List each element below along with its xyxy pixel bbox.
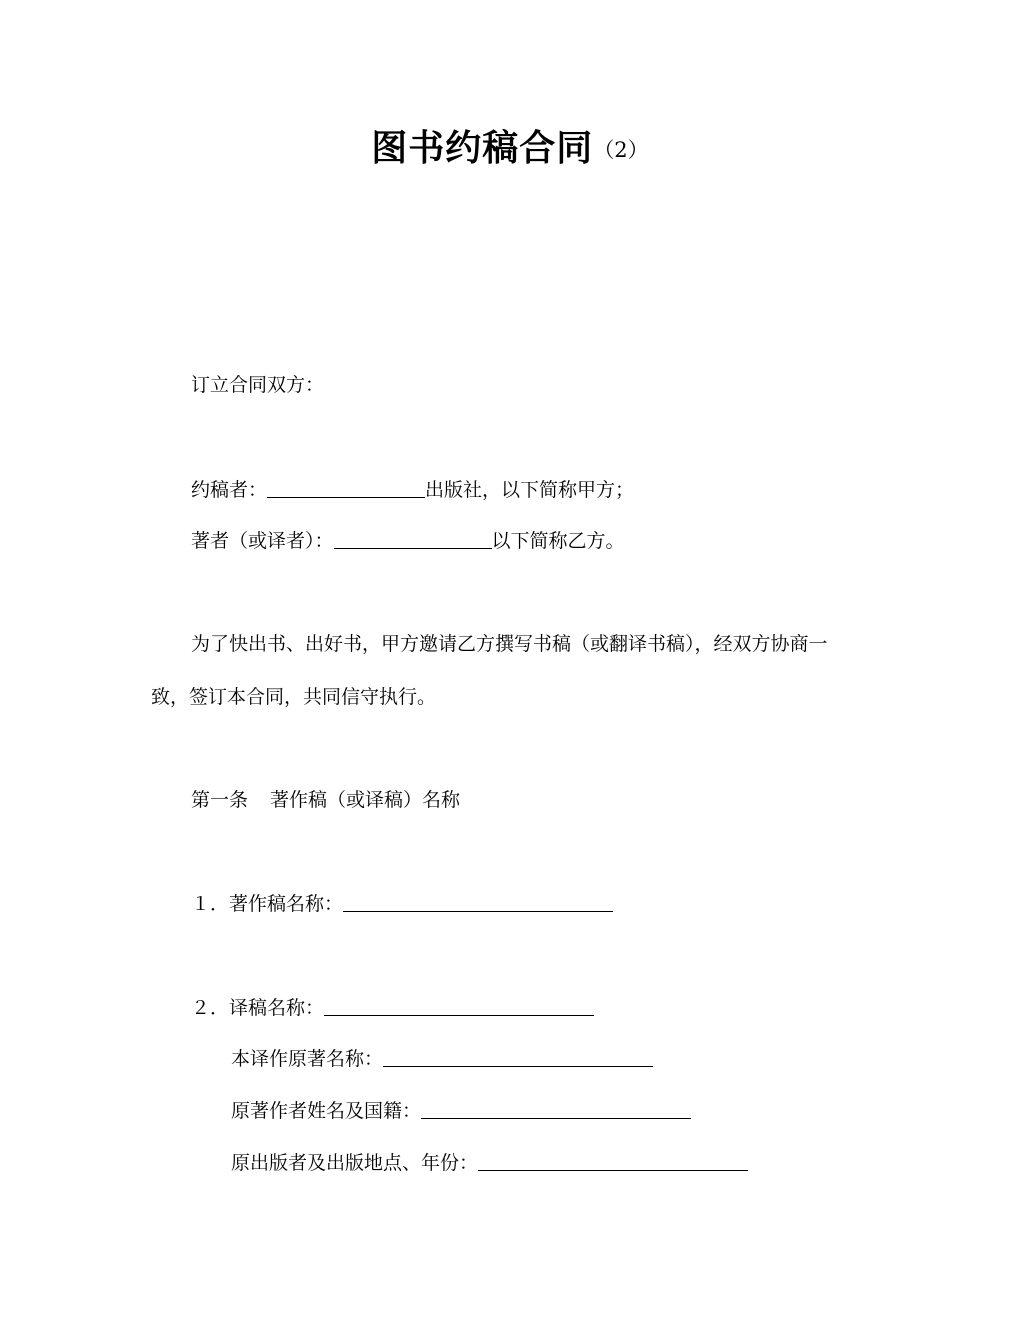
author-line [191,529,625,553]
author-blank[interactable] [334,530,492,549]
original-publisher-blank[interactable] [478,1152,748,1171]
original-author-label: 原著作者姓名及国籍： [231,1100,422,1122]
item2-line [191,996,594,1020]
item1-label: １．著作稿名称： [191,893,344,915]
original-author-line [231,1099,691,1123]
item1-blank[interactable] [343,893,613,912]
commissioner-blank[interactable] [267,479,425,498]
original-title-blank[interactable] [383,1048,653,1067]
parties-heading: 订立合同双方： [191,374,325,396]
preamble-line-1: 为了快出书、出好书，甲方邀请乙方撰写书稿（或翻译书稿），经双方协商一 [191,633,828,655]
preamble-line-2: 致，签订本合同，共同信守执行。 [151,686,437,708]
title-main: 图书约稿合同 [371,128,594,169]
commissioner-line [191,478,634,502]
original-publisher-line [231,1151,748,1175]
item1-line [191,892,613,916]
item2-label: ２．译稿名称： [191,997,325,1019]
title-suffix: （2） [593,138,649,162]
commissioner-after: 出版社，以下简称甲方； [425,479,635,501]
item2-blank[interactable] [324,997,594,1016]
author-after: 以下简称乙方。 [491,530,625,552]
original-author-blank[interactable] [421,1100,691,1119]
commissioner-label: 约稿者： [191,479,268,501]
article1-heading [191,788,460,812]
article1-title: 著作稿（或译稿）名称 [270,789,461,811]
document-title [0,120,1020,171]
article1-number: 第一条 [191,789,249,811]
original-title-label: 本译作原著名称： [231,1048,384,1070]
author-label: 著者（或译者）： [191,530,334,552]
original-title-line [231,1047,653,1071]
original-publisher-label: 原出版者及出版地点、年份： [231,1152,479,1174]
